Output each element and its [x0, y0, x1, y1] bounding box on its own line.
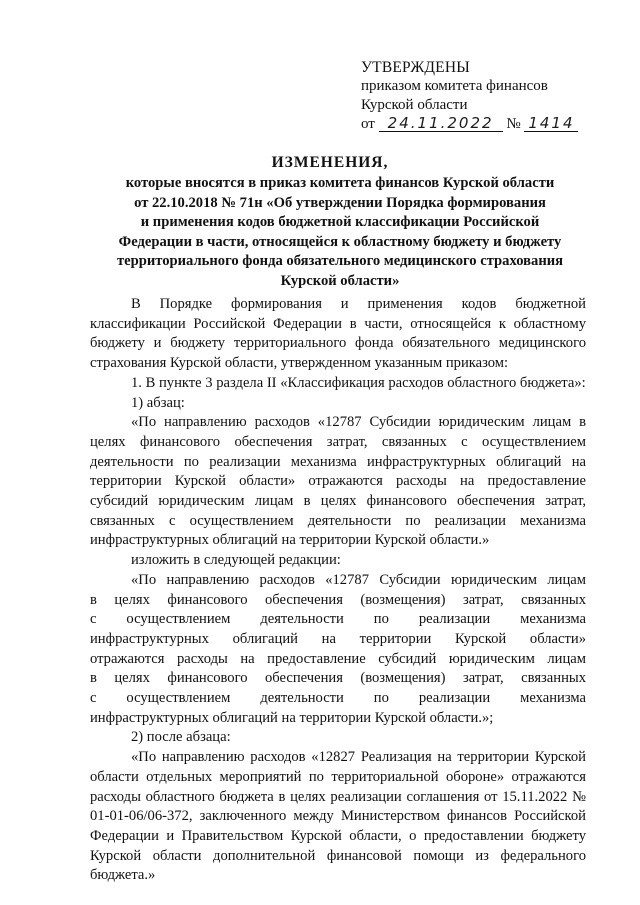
- quote-added-text: «По направлению расходов «12827 Реализация на территории Курской области отдельных мероприятий по территориальной обороне» отражаются расходы областного бюджета в целях реализации соглашения от 15.11.2022 № 01-01-06/06-372, заключенного между Министерством финансов Российской Федерации и Правительством Курской области, о предоставлении бюджету Курской области дополнительной финансовой помощи из федерального бюджета.»: [90, 749, 586, 884]
- subtitle-line: территориального фонда обязательного медицинского страхования: [116, 253, 564, 270]
- sub-item-2: 2) после абзаца:: [131, 729, 231, 746]
- approval-heading: УТВЕРЖДЕНЫ: [361, 59, 470, 76]
- subtitle-line: Курской области»: [280, 272, 400, 289]
- quote-line: с осуществлением деятельности по реализации механизма: [90, 611, 586, 628]
- approval-line-2: Курской области: [361, 97, 468, 113]
- item-1: 1. В пункте 3 раздела II «Классификация расходов областного бюджета»:: [131, 374, 586, 391]
- quote-line: инфраструктурных облигаций на территории Курской области.»;: [90, 709, 494, 726]
- document-body: [90, 295, 586, 886]
- edit-instruction: изложить в следующей редакции:: [131, 552, 341, 569]
- quote-line: в целях финансового обеспечения (возмещения) затрат, связанных: [90, 670, 586, 687]
- from-label: от: [361, 116, 375, 132]
- handwritten-number: 1414: [524, 116, 578, 132]
- subtitle-line: которые вносятся в приказ комитета финансов Курской области: [125, 175, 555, 191]
- approval-line-1: приказом комитета финансов: [361, 78, 548, 94]
- quote-new-text: [90, 571, 586, 729]
- sub-item-1: 1) абзац:: [131, 394, 185, 411]
- quote-line: инфраструктурных облигаций на территории Курской области»: [90, 630, 586, 647]
- quote-line: с осуществлением деятельности по реализации механизма: [90, 690, 586, 707]
- quote-line: «По направлению расходов «12787 Субсидии юридическим лицам: [131, 571, 586, 588]
- subtitle-line: и применения кодов бюджетной классификации Российской: [140, 214, 540, 231]
- document-subtitle: [90, 174, 590, 292]
- quote-line: отражаются расходы на предоставление субсидий юридическим лицам: [90, 650, 586, 667]
- subtitle-line: от 22.10.2018 № 71н «Об утверждении Порядка формирования: [134, 194, 546, 211]
- document-title: ИЗМЕНЕНИЯ,: [271, 154, 389, 171]
- approval-date-number: [361, 115, 601, 134]
- subtitle-line: Федерации в части, относящейся к областному бюджету и бюджету: [118, 233, 562, 250]
- handwritten-date: 24.11.2022: [379, 116, 503, 132]
- quote-old-text: «По направлению расходов «12787 Субсидии юридическим лицам в целях финансового обеспечения затрат, связанных с осуществлением деятельности по реализации механизма инфраструктурных облигаций на территории Курской области» отражаются расходы на предоставление субсидий юридическим лицам в целях финансового обеспечения затрат, связанных с осуществлением деятельности по реализации механизма инфраструктурных облигаций на территории Курской области.»: [90, 414, 586, 549]
- approval-stamp: [361, 58, 601, 134]
- intro-paragraph: В Порядке формирования и применения кодов бюджетной классификации Российской Федерации в части, относящейся к областному бюджету и бюджету территориального фонда обязательного медицинского страхования Курской области, утвержденном указанным приказом:: [90, 296, 586, 372]
- number-label: №: [506, 116, 521, 132]
- quote-line: в целях финансового обеспечения (возмещения) затрат, связанных: [90, 591, 586, 608]
